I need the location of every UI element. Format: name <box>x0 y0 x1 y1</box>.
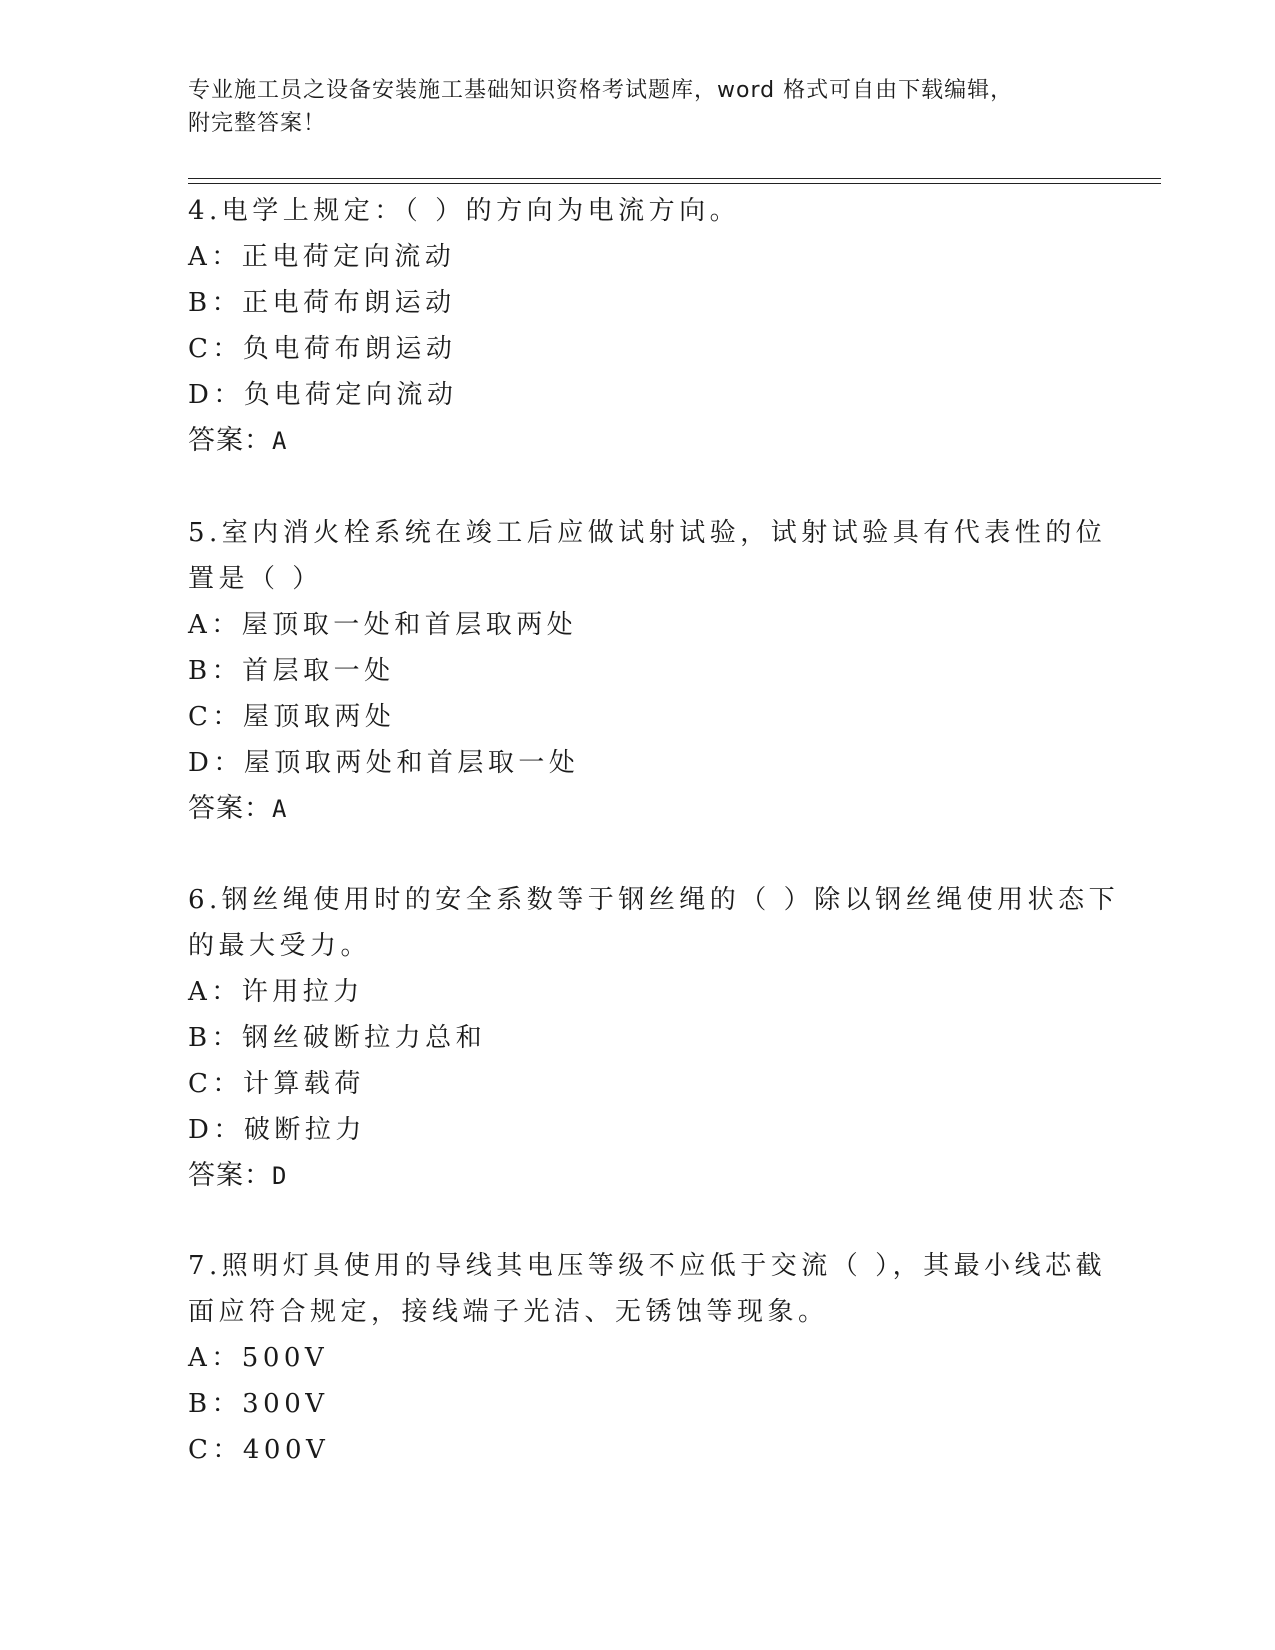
question-stem-line-2: 的最大受力。 <box>188 931 372 961</box>
question-5 <box>188 510 1107 832</box>
answer-line <box>188 418 1088 464</box>
answer-line <box>188 786 1088 832</box>
option-a: A：正电荷定向流动 <box>188 242 456 272</box>
option-c: C：400V <box>188 1435 330 1465</box>
question-stem: 4.电学上规定：（ ）的方向为电流方向。 <box>188 196 741 226</box>
option-c: C：负电荷布朗运动 <box>188 334 457 364</box>
question-stem-line-1: 7.照明灯具使用的导线其电压等级不应低于交流（ ），其最小线芯截 <box>188 1251 1107 1281</box>
header-line-2: 附完整答案！ <box>188 111 327 136</box>
question-7 <box>188 1243 1107 1473</box>
option-b: B：首层取一处 <box>188 656 395 686</box>
question-6 <box>188 877 1120 1199</box>
option-b: B：300V <box>188 1389 329 1419</box>
answer-label: 答案： <box>188 425 272 456</box>
answer-label: 答案： <box>188 1160 272 1191</box>
option-c: C：计算载荷 <box>188 1069 365 1099</box>
document-header <box>188 74 1068 140</box>
option-a: A：屋顶取一处和首层取两处 <box>188 610 578 640</box>
option-d: D：破断拉力 <box>188 1115 366 1145</box>
answer-value: A <box>272 795 288 823</box>
question-stem-line-1: 6.钢丝绳使用时的安全系数等于钢丝绳的（ ）除以钢丝绳使用状态下 <box>188 885 1120 915</box>
question-stem-line-2: 面应符合规定，接线端子光洁、无锈蚀等现象。 <box>188 1297 829 1327</box>
option-d: D：屋顶取两处和首层取一处 <box>188 748 580 778</box>
option-a: A：500V <box>188 1343 329 1373</box>
answer-label: 答案： <box>188 793 272 824</box>
header-divider-top <box>188 178 1161 179</box>
option-a: A：许用拉力 <box>188 977 364 1007</box>
header-divider-bottom <box>188 183 1161 184</box>
question-stem-line-2: 置是（ ） <box>188 564 323 594</box>
question-4 <box>188 188 1088 464</box>
answer-line <box>188 1153 1088 1199</box>
option-b: B：钢丝破断拉力总和 <box>188 1023 487 1053</box>
header-line-1: 专业施工员之设备安装施工基础知识资格考试题库，word 格式可自由下载编辑， <box>188 78 1014 103</box>
question-stem-line-1: 5.室内消火栓系统在竣工后应做试射试验，试射试验具有代表性的位 <box>188 518 1107 548</box>
option-d: D：负电荷定向流动 <box>188 380 458 410</box>
option-b: B：正电荷布朗运动 <box>188 288 456 318</box>
option-c: C：屋顶取两处 <box>188 702 396 732</box>
answer-value: D <box>272 1162 288 1190</box>
answer-value: A <box>272 427 288 455</box>
